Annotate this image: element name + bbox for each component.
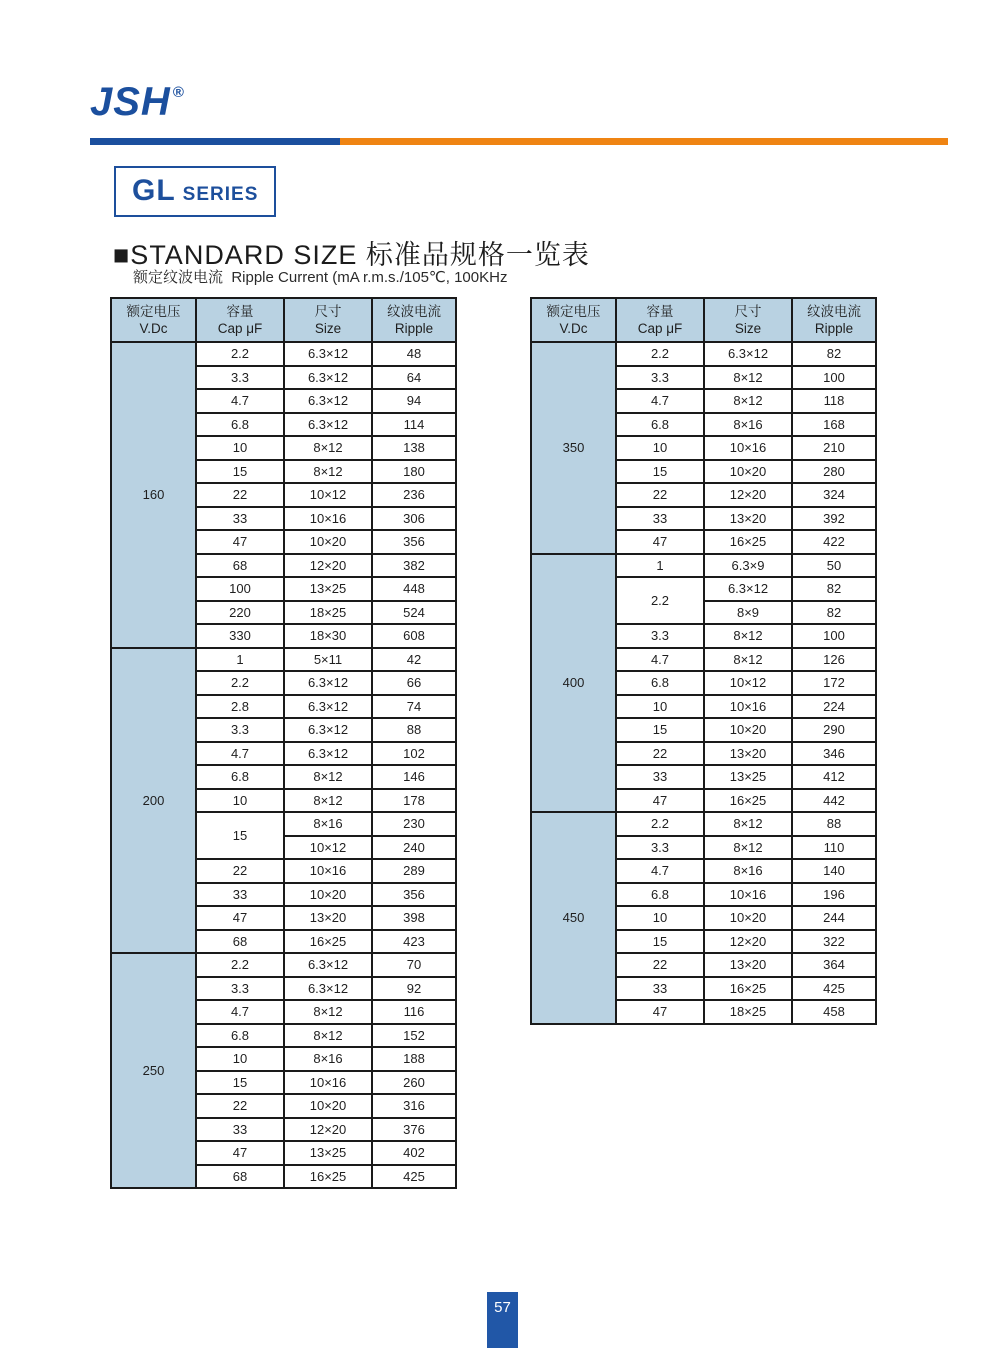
size-cell: 6.3×9 (704, 554, 792, 578)
cap-cell: 22 (196, 1094, 284, 1118)
cap-cell: 4.7 (616, 859, 704, 883)
cap-cell: 47 (196, 1141, 284, 1165)
column-header: 纹波电流 Ripple (792, 298, 876, 342)
size-cell: 10×16 (704, 436, 792, 460)
cap-cell: 47 (616, 789, 704, 813)
ripple-cell: 425 (372, 1165, 456, 1189)
size-cell: 6.3×12 (284, 389, 372, 413)
ripple-cell: 398 (372, 906, 456, 930)
size-cell: 6.3×12 (284, 953, 372, 977)
ripple-cell: 152 (372, 1024, 456, 1048)
table-row (111, 342, 456, 366)
size-cell: 8×16 (284, 812, 372, 836)
size-cell: 8×16 (704, 413, 792, 437)
ripple-cell: 316 (372, 1094, 456, 1118)
size-cell: 8×12 (704, 624, 792, 648)
cap-cell: 6.8 (196, 413, 284, 437)
cap-cell: 10 (616, 695, 704, 719)
size-cell: 6.3×12 (284, 671, 372, 695)
cap-cell: 68 (196, 554, 284, 578)
size-cell: 6.3×12 (284, 366, 372, 390)
size-cell: 8×12 (704, 648, 792, 672)
column-header: 尺寸 Size (704, 298, 792, 342)
spec-table-left (110, 297, 457, 1189)
ripple-cell: 92 (372, 977, 456, 1001)
size-cell: 10×16 (284, 1071, 372, 1095)
ripple-cell: 236 (372, 483, 456, 507)
brand-rule-orange-segment (340, 138, 948, 145)
ripple-cell: 423 (372, 930, 456, 954)
size-cell: 8×9 (704, 601, 792, 625)
size-cell: 16×25 (284, 1165, 372, 1189)
ripple-cell: 168 (792, 413, 876, 437)
ripple-cell: 100 (792, 624, 876, 648)
size-cell: 13×25 (284, 1141, 372, 1165)
cap-cell: 33 (616, 977, 704, 1001)
size-cell: 16×25 (284, 930, 372, 954)
cap-cell: 47 (196, 906, 284, 930)
cap-cell: 100 (196, 577, 284, 601)
cap-cell: 6.8 (616, 413, 704, 437)
voltage-cell: 200 (111, 648, 196, 954)
cap-cell: 3.3 (196, 718, 284, 742)
cap-cell: 22 (616, 742, 704, 766)
cap-cell: 3.3 (196, 977, 284, 1001)
size-cell: 10×16 (704, 695, 792, 719)
ripple-cell: 50 (792, 554, 876, 578)
ripple-cell: 422 (792, 530, 876, 554)
cap-cell: 33 (196, 883, 284, 907)
jsh-logo-text: JSH (90, 80, 171, 124)
cap-cell: 22 (616, 953, 704, 977)
size-cell: 18×30 (284, 624, 372, 648)
size-cell: 18×25 (284, 601, 372, 625)
size-cell: 6.3×12 (284, 977, 372, 1001)
voltage-cell: 450 (531, 812, 616, 1024)
cap-cell: 33 (196, 507, 284, 531)
size-cell: 12×20 (284, 554, 372, 578)
ripple-cell: 244 (792, 906, 876, 930)
size-cell: 10×20 (284, 1094, 372, 1118)
cap-cell: 4.7 (616, 389, 704, 413)
cap-cell: 330 (196, 624, 284, 648)
spec-table-right (530, 297, 877, 1025)
cap-cell: 3.3 (616, 366, 704, 390)
cap-cell: 15 (196, 812, 284, 859)
cap-cell: 4.7 (616, 648, 704, 672)
brand-rule (90, 138, 948, 145)
ripple-cell: 42 (372, 648, 456, 672)
ripple-cell: 70 (372, 953, 456, 977)
cap-cell: 2.2 (616, 342, 704, 366)
ripple-cell: 289 (372, 859, 456, 883)
ripple-cell: 66 (372, 671, 456, 695)
size-cell: 13×20 (704, 953, 792, 977)
size-cell: 6.3×12 (284, 742, 372, 766)
ripple-cell: 224 (792, 695, 876, 719)
ripple-cell: 178 (372, 789, 456, 813)
cap-cell: 2.2 (616, 577, 704, 624)
cap-cell: 15 (616, 718, 704, 742)
voltage-cell: 160 (111, 342, 196, 648)
cap-cell: 33 (616, 507, 704, 531)
ripple-cell: 114 (372, 413, 456, 437)
size-cell: 12×20 (704, 483, 792, 507)
cap-cell: 4.7 (196, 742, 284, 766)
size-cell: 16×25 (704, 530, 792, 554)
ripple-cell: 322 (792, 930, 876, 954)
ripple-cell: 74 (372, 695, 456, 719)
ripple-cell: 524 (372, 601, 456, 625)
cap-cell: 47 (616, 530, 704, 554)
size-cell: 13×20 (284, 906, 372, 930)
ripple-cell: 260 (372, 1071, 456, 1095)
registered-mark: ® (172, 83, 185, 101)
voltage-cell: 400 (531, 554, 616, 813)
ripple-cell: 356 (372, 530, 456, 554)
size-cell: 12×20 (704, 930, 792, 954)
ripple-cell: 110 (792, 836, 876, 860)
cap-cell: 10 (616, 906, 704, 930)
cap-cell: 1 (196, 648, 284, 672)
column-header: 额定电压 V.Dc (111, 298, 196, 342)
ripple-cell: 102 (372, 742, 456, 766)
ripple-cell: 346 (792, 742, 876, 766)
ripple-cell: 412 (792, 765, 876, 789)
ripple-cell: 290 (792, 718, 876, 742)
cap-cell: 47 (616, 1000, 704, 1024)
series-box (114, 166, 276, 217)
ripple-cell: 82 (792, 577, 876, 601)
column-header: 尺寸 Size (284, 298, 372, 342)
cap-cell: 22 (616, 483, 704, 507)
brand-rule-blue-segment (90, 138, 340, 145)
cap-cell: 2.2 (196, 342, 284, 366)
size-cell: 8×12 (284, 789, 372, 813)
size-cell: 8×12 (704, 389, 792, 413)
ripple-cell: 448 (372, 577, 456, 601)
ripple-cell: 82 (792, 342, 876, 366)
cap-cell: 15 (616, 930, 704, 954)
cap-cell: 2.8 (196, 695, 284, 719)
cap-cell: 3.3 (616, 624, 704, 648)
cap-cell: 3.3 (616, 836, 704, 860)
cap-cell: 10 (616, 436, 704, 460)
ripple-cell: 240 (372, 836, 456, 860)
cap-cell: 33 (196, 1118, 284, 1142)
ripple-cell: 382 (372, 554, 456, 578)
size-cell: 10×20 (704, 460, 792, 484)
table-header-row (111, 298, 456, 342)
cap-cell: 68 (196, 930, 284, 954)
size-cell: 6.3×12 (284, 718, 372, 742)
ripple-cell: 442 (792, 789, 876, 813)
ripple-cell: 210 (792, 436, 876, 460)
ripple-cell: 458 (792, 1000, 876, 1024)
ripple-cell: 88 (792, 812, 876, 836)
ripple-cell: 118 (792, 389, 876, 413)
cap-cell: 2.2 (616, 812, 704, 836)
voltage-cell: 350 (531, 342, 616, 554)
cap-cell: 6.8 (616, 671, 704, 695)
ripple-cell: 324 (792, 483, 876, 507)
cap-cell: 68 (196, 1165, 284, 1189)
ripple-cell: 64 (372, 366, 456, 390)
ripple-cell: 172 (792, 671, 876, 695)
ripple-cell: 94 (372, 389, 456, 413)
ripple-cell: 188 (372, 1047, 456, 1071)
size-cell: 13×25 (704, 765, 792, 789)
series-suffix: SERIES (182, 184, 259, 205)
size-cell: 12×20 (284, 1118, 372, 1142)
size-cell: 10×20 (704, 718, 792, 742)
ripple-cell: 392 (792, 507, 876, 531)
ripple-cell: 100 (792, 366, 876, 390)
size-cell: 5×11 (284, 648, 372, 672)
cap-cell: 10 (196, 789, 284, 813)
cap-cell: 33 (616, 765, 704, 789)
cap-cell: 15 (196, 1071, 284, 1095)
cap-cell: 4.7 (196, 389, 284, 413)
ripple-cell: 402 (372, 1141, 456, 1165)
ripple-cell: 280 (792, 460, 876, 484)
ripple-cell: 196 (792, 883, 876, 907)
cap-cell: 10 (196, 436, 284, 460)
ripple-cell: 146 (372, 765, 456, 789)
cap-cell: 2.2 (196, 953, 284, 977)
ripple-cell: 356 (372, 883, 456, 907)
column-header: 额定电压 V.Dc (531, 298, 616, 342)
column-header: 容量 Cap μF (196, 298, 284, 342)
voltage-cell: 250 (111, 953, 196, 1188)
ripple-cell: 116 (372, 1000, 456, 1024)
size-cell: 8×12 (704, 812, 792, 836)
page-subtitle: 额定纹波电流 Ripple Current (mA r.m.s./105℃, 100KHz (133, 269, 508, 286)
cap-cell: 22 (196, 483, 284, 507)
column-header: 纹波电流 Ripple (372, 298, 456, 342)
ripple-cell: 138 (372, 436, 456, 460)
cap-cell: 22 (196, 859, 284, 883)
size-cell: 6.3×12 (704, 342, 792, 366)
size-cell: 8×12 (284, 1000, 372, 1024)
cap-cell: 3.3 (196, 366, 284, 390)
series-name: GL (132, 174, 176, 207)
ripple-cell: 180 (372, 460, 456, 484)
table-header-row (531, 298, 876, 342)
ripple-cell: 48 (372, 342, 456, 366)
size-cell: 8×16 (284, 1047, 372, 1071)
page-title: ■STANDARD SIZE 标准品规格一览表 (113, 240, 590, 270)
size-cell: 8×12 (284, 436, 372, 460)
cap-cell: 1 (616, 554, 704, 578)
cap-cell: 10 (196, 1047, 284, 1071)
ripple-cell: 140 (792, 859, 876, 883)
column-header: 容量 Cap μF (616, 298, 704, 342)
size-cell: 10×12 (284, 483, 372, 507)
cap-cell: 6.8 (196, 765, 284, 789)
size-cell: 10×20 (704, 906, 792, 930)
size-cell: 13×20 (704, 742, 792, 766)
page-number-badge: 57 (487, 1292, 518, 1348)
size-cell: 18×25 (704, 1000, 792, 1024)
cap-cell: 47 (196, 530, 284, 554)
size-cell: 8×16 (704, 859, 792, 883)
size-cell: 10×16 (704, 883, 792, 907)
size-cell: 8×12 (284, 460, 372, 484)
cap-cell: 6.8 (196, 1024, 284, 1048)
size-cell: 8×12 (284, 1024, 372, 1048)
size-cell: 10×16 (284, 507, 372, 531)
size-cell: 8×12 (704, 366, 792, 390)
size-cell: 6.3×12 (284, 695, 372, 719)
ripple-cell: 126 (792, 648, 876, 672)
size-cell: 8×12 (704, 836, 792, 860)
size-cell: 10×12 (284, 836, 372, 860)
table-row (531, 812, 876, 836)
size-cell: 8×12 (284, 765, 372, 789)
ripple-cell: 608 (372, 624, 456, 648)
ripple-cell: 425 (792, 977, 876, 1001)
size-cell: 13×20 (704, 507, 792, 531)
size-cell: 6.3×12 (284, 413, 372, 437)
cap-cell: 2.2 (196, 671, 284, 695)
ripple-cell: 230 (372, 812, 456, 836)
jsh-logo (90, 80, 183, 125)
ripple-cell: 364 (792, 953, 876, 977)
ripple-cell: 376 (372, 1118, 456, 1142)
ripple-cell: 82 (792, 601, 876, 625)
cap-cell: 6.8 (616, 883, 704, 907)
table-row (531, 554, 876, 578)
table-row (111, 953, 456, 977)
table-row (531, 342, 876, 366)
ripple-cell: 88 (372, 718, 456, 742)
size-cell: 10×20 (284, 530, 372, 554)
size-cell: 6.3×12 (704, 577, 792, 601)
size-cell: 16×25 (704, 977, 792, 1001)
size-cell: 6.3×12 (284, 342, 372, 366)
ripple-cell: 306 (372, 507, 456, 531)
size-cell: 10×12 (704, 671, 792, 695)
size-cell: 10×16 (284, 859, 372, 883)
size-cell: 10×20 (284, 883, 372, 907)
table-row (111, 648, 456, 672)
cap-cell: 15 (616, 460, 704, 484)
size-cell: 13×25 (284, 577, 372, 601)
size-cell: 16×25 (704, 789, 792, 813)
cap-cell: 15 (196, 460, 284, 484)
cap-cell: 220 (196, 601, 284, 625)
cap-cell: 4.7 (196, 1000, 284, 1024)
